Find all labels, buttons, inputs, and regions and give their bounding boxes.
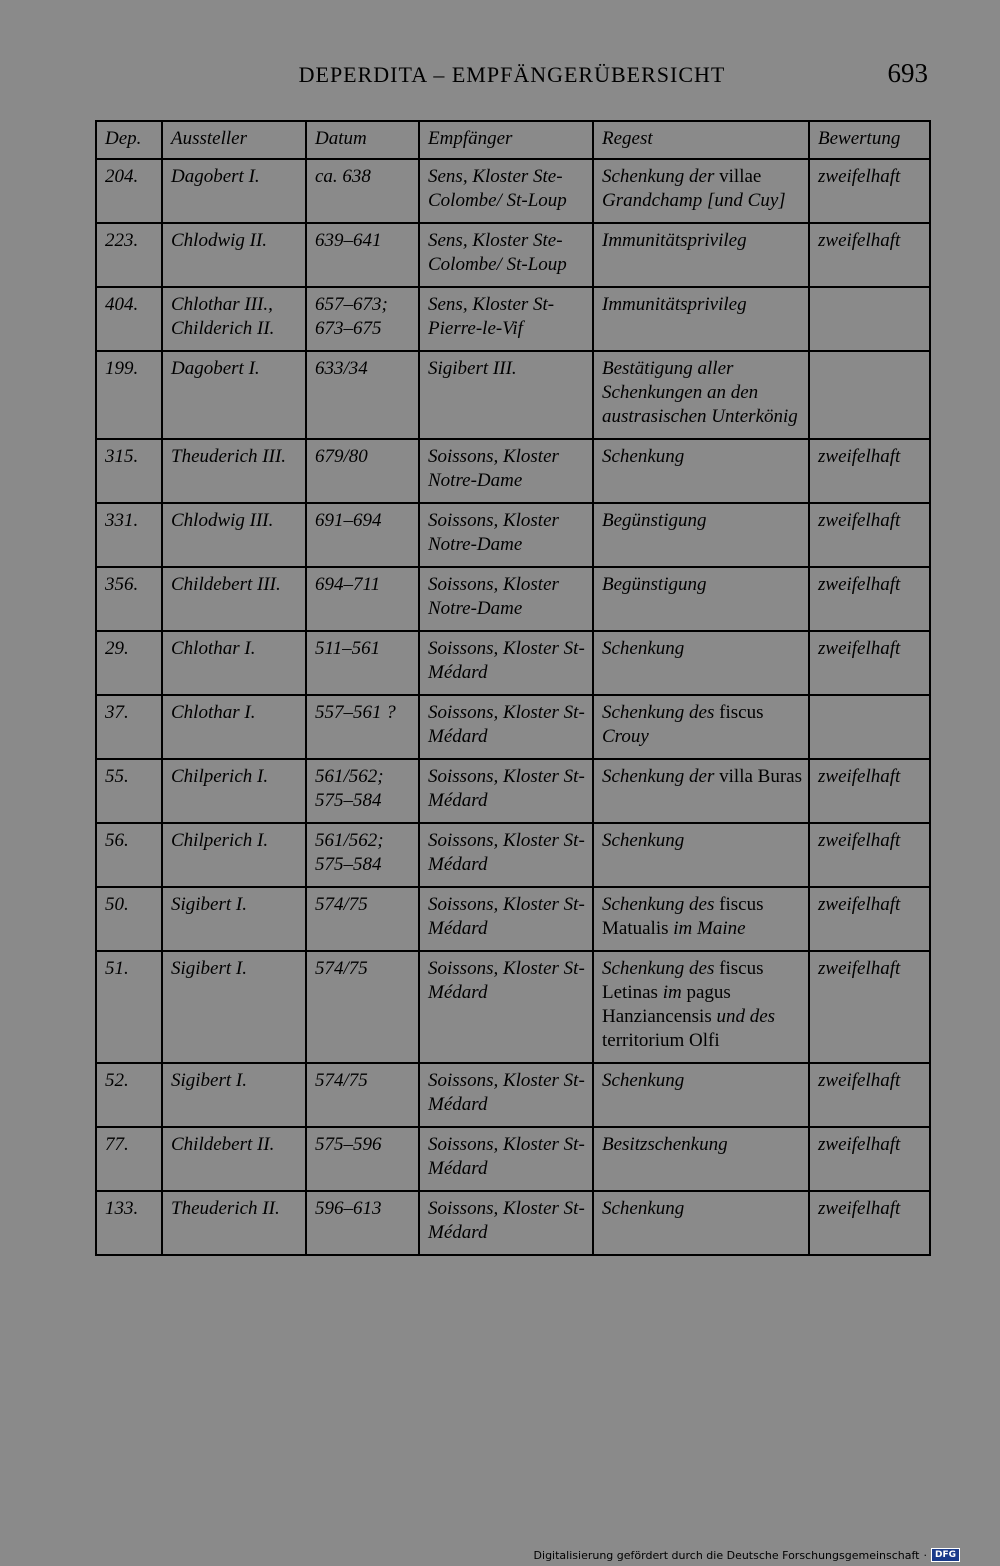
regest-text: Schenkung des bbox=[602, 894, 720, 915]
page-title: DEPERDITA – EMPFÄNGERÜBERSICHT bbox=[298, 62, 726, 87]
cell-regest bbox=[593, 631, 809, 695]
cell-bewertung: zweifelhaft bbox=[809, 1127, 930, 1191]
cell-aussteller: Chilperich I. bbox=[162, 823, 306, 887]
regest-text: Begünstigung bbox=[602, 574, 707, 595]
cell-aussteller: Chilperich I. bbox=[162, 759, 306, 823]
cell-dep: 204. bbox=[96, 159, 162, 223]
cell-dep: 55. bbox=[96, 759, 162, 823]
cell-empfaenger: Soissons, Kloster St-Médard bbox=[419, 695, 593, 759]
running-head bbox=[96, 58, 928, 96]
cell-regest bbox=[593, 1191, 809, 1255]
cell-dep: 29. bbox=[96, 631, 162, 695]
cell-empfaenger: Soissons, Kloster St-Médard bbox=[419, 1127, 593, 1191]
table-body bbox=[96, 159, 930, 1255]
cell-datum: 561/562; 575–584 bbox=[306, 759, 419, 823]
cell-empfaenger: Soissons, Kloster St-Médard bbox=[419, 823, 593, 887]
cell-bewertung bbox=[809, 695, 930, 759]
regest-text: im Maine bbox=[668, 918, 746, 939]
cell-empfaenger: Sens, Kloster St-Pierre-le-Vif bbox=[419, 287, 593, 351]
footer: Digitalisierung gefördert durch die Deutsche Forschungsgemeinschaft · DFG bbox=[534, 1548, 960, 1562]
regest-text: Immunitätsprivileg bbox=[602, 294, 747, 315]
regest-text: Schenkung bbox=[602, 1070, 685, 1091]
cell-empfaenger: Soissons, Kloster St-Médard bbox=[419, 1191, 593, 1255]
cell-regest bbox=[593, 1063, 809, 1127]
cell-bewertung: zweifelhaft bbox=[809, 823, 930, 887]
cell-regest bbox=[593, 567, 809, 631]
table-row bbox=[96, 823, 930, 887]
cell-bewertung: zweifelhaft bbox=[809, 159, 930, 223]
cell-bewertung: zweifelhaft bbox=[809, 759, 930, 823]
table-row bbox=[96, 439, 930, 503]
regest-text: im bbox=[657, 982, 687, 1003]
cell-bewertung bbox=[809, 287, 930, 351]
cell-regest bbox=[593, 287, 809, 351]
regest-latin-term: territorium Olfi bbox=[602, 1030, 720, 1051]
cell-datum: 574/75 bbox=[306, 1063, 419, 1127]
page-number: 693 bbox=[887, 58, 928, 88]
regest-text: Schenkung der bbox=[602, 766, 720, 787]
cell-empfaenger: Soissons, Kloster St-Médard bbox=[419, 951, 593, 1063]
cell-dep: 56. bbox=[96, 823, 162, 887]
cell-aussteller: Dagobert I. bbox=[162, 159, 306, 223]
cell-dep: 77. bbox=[96, 1127, 162, 1191]
cell-aussteller: Childebert II. bbox=[162, 1127, 306, 1191]
cell-datum: 596–613 bbox=[306, 1191, 419, 1255]
cell-bewertung: zweifelhaft bbox=[809, 567, 930, 631]
cell-aussteller: Chlodwig II. bbox=[162, 223, 306, 287]
table-row bbox=[96, 631, 930, 695]
column-header-aussteller: Aussteller bbox=[162, 121, 306, 159]
table-row bbox=[96, 351, 930, 439]
table-header-row bbox=[96, 121, 930, 159]
table-row bbox=[96, 887, 930, 951]
cell-regest bbox=[593, 439, 809, 503]
cell-bewertung: zweifelhaft bbox=[809, 1191, 930, 1255]
table-row bbox=[96, 503, 930, 567]
cell-empfaenger: Soissons, Kloster Notre-Dame bbox=[419, 567, 593, 631]
table-row bbox=[96, 1063, 930, 1127]
cell-regest bbox=[593, 159, 809, 223]
cell-regest bbox=[593, 887, 809, 951]
cell-aussteller: Chlodwig III. bbox=[162, 503, 306, 567]
regest-text: Schenkung bbox=[602, 446, 685, 467]
table-row bbox=[96, 1191, 930, 1255]
cell-datum: 694–711 bbox=[306, 567, 419, 631]
regest-latin-term: villa Buras bbox=[719, 766, 802, 787]
regest-text: Schenkung des bbox=[602, 958, 720, 979]
regest-text: Schenkung des bbox=[602, 702, 720, 723]
table-row bbox=[96, 567, 930, 631]
cell-datum: 575–596 bbox=[306, 1127, 419, 1191]
cell-aussteller: Sigibert I. bbox=[162, 1063, 306, 1127]
column-header-datum: Datum bbox=[306, 121, 419, 159]
regest-text: Crouy bbox=[602, 726, 649, 747]
cell-aussteller: Theuderich II. bbox=[162, 1191, 306, 1255]
cell-regest bbox=[593, 1127, 809, 1191]
cell-empfaenger: Soissons, Kloster Notre-Dame bbox=[419, 439, 593, 503]
table-row bbox=[96, 759, 930, 823]
cell-datum: 574/75 bbox=[306, 951, 419, 1063]
cell-dep: 133. bbox=[96, 1191, 162, 1255]
cell-aussteller: Chlothar I. bbox=[162, 695, 306, 759]
regest-text: Grandchamp [und Cuy] bbox=[602, 190, 786, 211]
cell-empfaenger: Soissons, Kloster St-Médard bbox=[419, 1063, 593, 1127]
cell-datum: 574/75 bbox=[306, 887, 419, 951]
cell-regest bbox=[593, 951, 809, 1063]
cell-dep: 50. bbox=[96, 887, 162, 951]
cell-regest bbox=[593, 503, 809, 567]
regest-latin-term: fiscus Letinas bbox=[602, 958, 764, 1003]
table-row bbox=[96, 159, 930, 223]
column-header-bewertung: Bewertung bbox=[809, 121, 930, 159]
cell-regest bbox=[593, 823, 809, 887]
cell-bewertung: zweifelhaft bbox=[809, 951, 930, 1063]
cell-bewertung: zweifelhaft bbox=[809, 503, 930, 567]
table-row bbox=[96, 287, 930, 351]
cell-regest bbox=[593, 759, 809, 823]
table-row bbox=[96, 951, 930, 1063]
cell-empfaenger: Soissons, Kloster Notre-Dame bbox=[419, 503, 593, 567]
cell-dep: 52. bbox=[96, 1063, 162, 1127]
column-header-dep: Dep. bbox=[96, 121, 162, 159]
regest-text: Schenkung bbox=[602, 638, 685, 659]
regest-latin-term: fiscus Matualis bbox=[602, 894, 764, 939]
cell-datum: 691–694 bbox=[306, 503, 419, 567]
regest-text: Besitzschenkung bbox=[602, 1134, 728, 1155]
funding-note: Digitalisierung gefördert durch die Deutsche Forschungsgemeinschaft bbox=[533, 1548, 920, 1562]
cell-datum: 679/80 bbox=[306, 439, 419, 503]
cell-aussteller: Childebert III. bbox=[162, 567, 306, 631]
cell-bewertung: zweifelhaft bbox=[809, 223, 930, 287]
cell-bewertung: zweifelhaft bbox=[809, 439, 930, 503]
deperdita-table bbox=[95, 120, 931, 1256]
cell-regest bbox=[593, 223, 809, 287]
cell-regest bbox=[593, 695, 809, 759]
cell-dep: 199. bbox=[96, 351, 162, 439]
cell-empfaenger: Soissons, Kloster St-Médard bbox=[419, 631, 593, 695]
dfg-logo: DFG bbox=[931, 1548, 960, 1562]
cell-bewertung: zweifelhaft bbox=[809, 631, 930, 695]
cell-aussteller: Dagobert I. bbox=[162, 351, 306, 439]
cell-aussteller: Theuderich III. bbox=[162, 439, 306, 503]
cell-bewertung: zweifelhaft bbox=[809, 1063, 930, 1127]
cell-dep: 223. bbox=[96, 223, 162, 287]
cell-empfaenger: Sens, Kloster Ste-Colombe/ St-Loup bbox=[419, 159, 593, 223]
cell-empfaenger: Soissons, Kloster St-Médard bbox=[419, 759, 593, 823]
table-row bbox=[96, 1127, 930, 1191]
cell-aussteller: Sigibert I. bbox=[162, 887, 306, 951]
cell-bewertung bbox=[809, 351, 930, 439]
cell-dep: 404. bbox=[96, 287, 162, 351]
cell-datum: 557–561 ? bbox=[306, 695, 419, 759]
cell-dep: 331. bbox=[96, 503, 162, 567]
cell-empfaenger: Soissons, Kloster St-Médard bbox=[419, 887, 593, 951]
regest-latin-term: pagus Hanziancensis bbox=[602, 982, 731, 1027]
table-row bbox=[96, 223, 930, 287]
cell-datum: 511–561 bbox=[306, 631, 419, 695]
cell-dep: 51. bbox=[96, 951, 162, 1063]
regest-text: Begünstigung bbox=[602, 510, 707, 531]
cell-aussteller: Chlothar I. bbox=[162, 631, 306, 695]
cell-datum: 633/34 bbox=[306, 351, 419, 439]
cell-dep: 37. bbox=[96, 695, 162, 759]
regest-latin-term: villae bbox=[719, 166, 762, 187]
regest-latin-term: fiscus bbox=[719, 702, 764, 723]
cell-bewertung: zweifelhaft bbox=[809, 887, 930, 951]
regest-text: Immunitätsprivileg bbox=[602, 230, 747, 251]
regest-text: Bestätigung aller Schenkungen an den austrasischen Unterkönig bbox=[602, 358, 798, 427]
column-header-empfaenger: Empfänger bbox=[419, 121, 593, 159]
cell-dep: 356. bbox=[96, 567, 162, 631]
cell-datum: ca. 638 bbox=[306, 159, 419, 223]
column-header-regest: Regest bbox=[593, 121, 809, 159]
cell-empfaenger: Sens, Kloster Ste-Colombe/ St-Loup bbox=[419, 223, 593, 287]
cell-empfaenger: Sigibert III. bbox=[419, 351, 593, 439]
cell-dep: 315. bbox=[96, 439, 162, 503]
table-row bbox=[96, 695, 930, 759]
cell-datum: 657–673; 673–675 bbox=[306, 287, 419, 351]
regest-text: Schenkung bbox=[602, 1198, 685, 1219]
regest-text: Schenkung bbox=[602, 830, 685, 851]
cell-datum: 561/562; 575–584 bbox=[306, 823, 419, 887]
regest-text: Schenkung der bbox=[602, 166, 720, 187]
regest-text: und des bbox=[711, 1006, 776, 1027]
cell-aussteller: Chlothar III., Childerich II. bbox=[162, 287, 306, 351]
cell-regest bbox=[593, 351, 809, 439]
cell-datum: 639–641 bbox=[306, 223, 419, 287]
cell-aussteller: Sigibert I. bbox=[162, 951, 306, 1063]
